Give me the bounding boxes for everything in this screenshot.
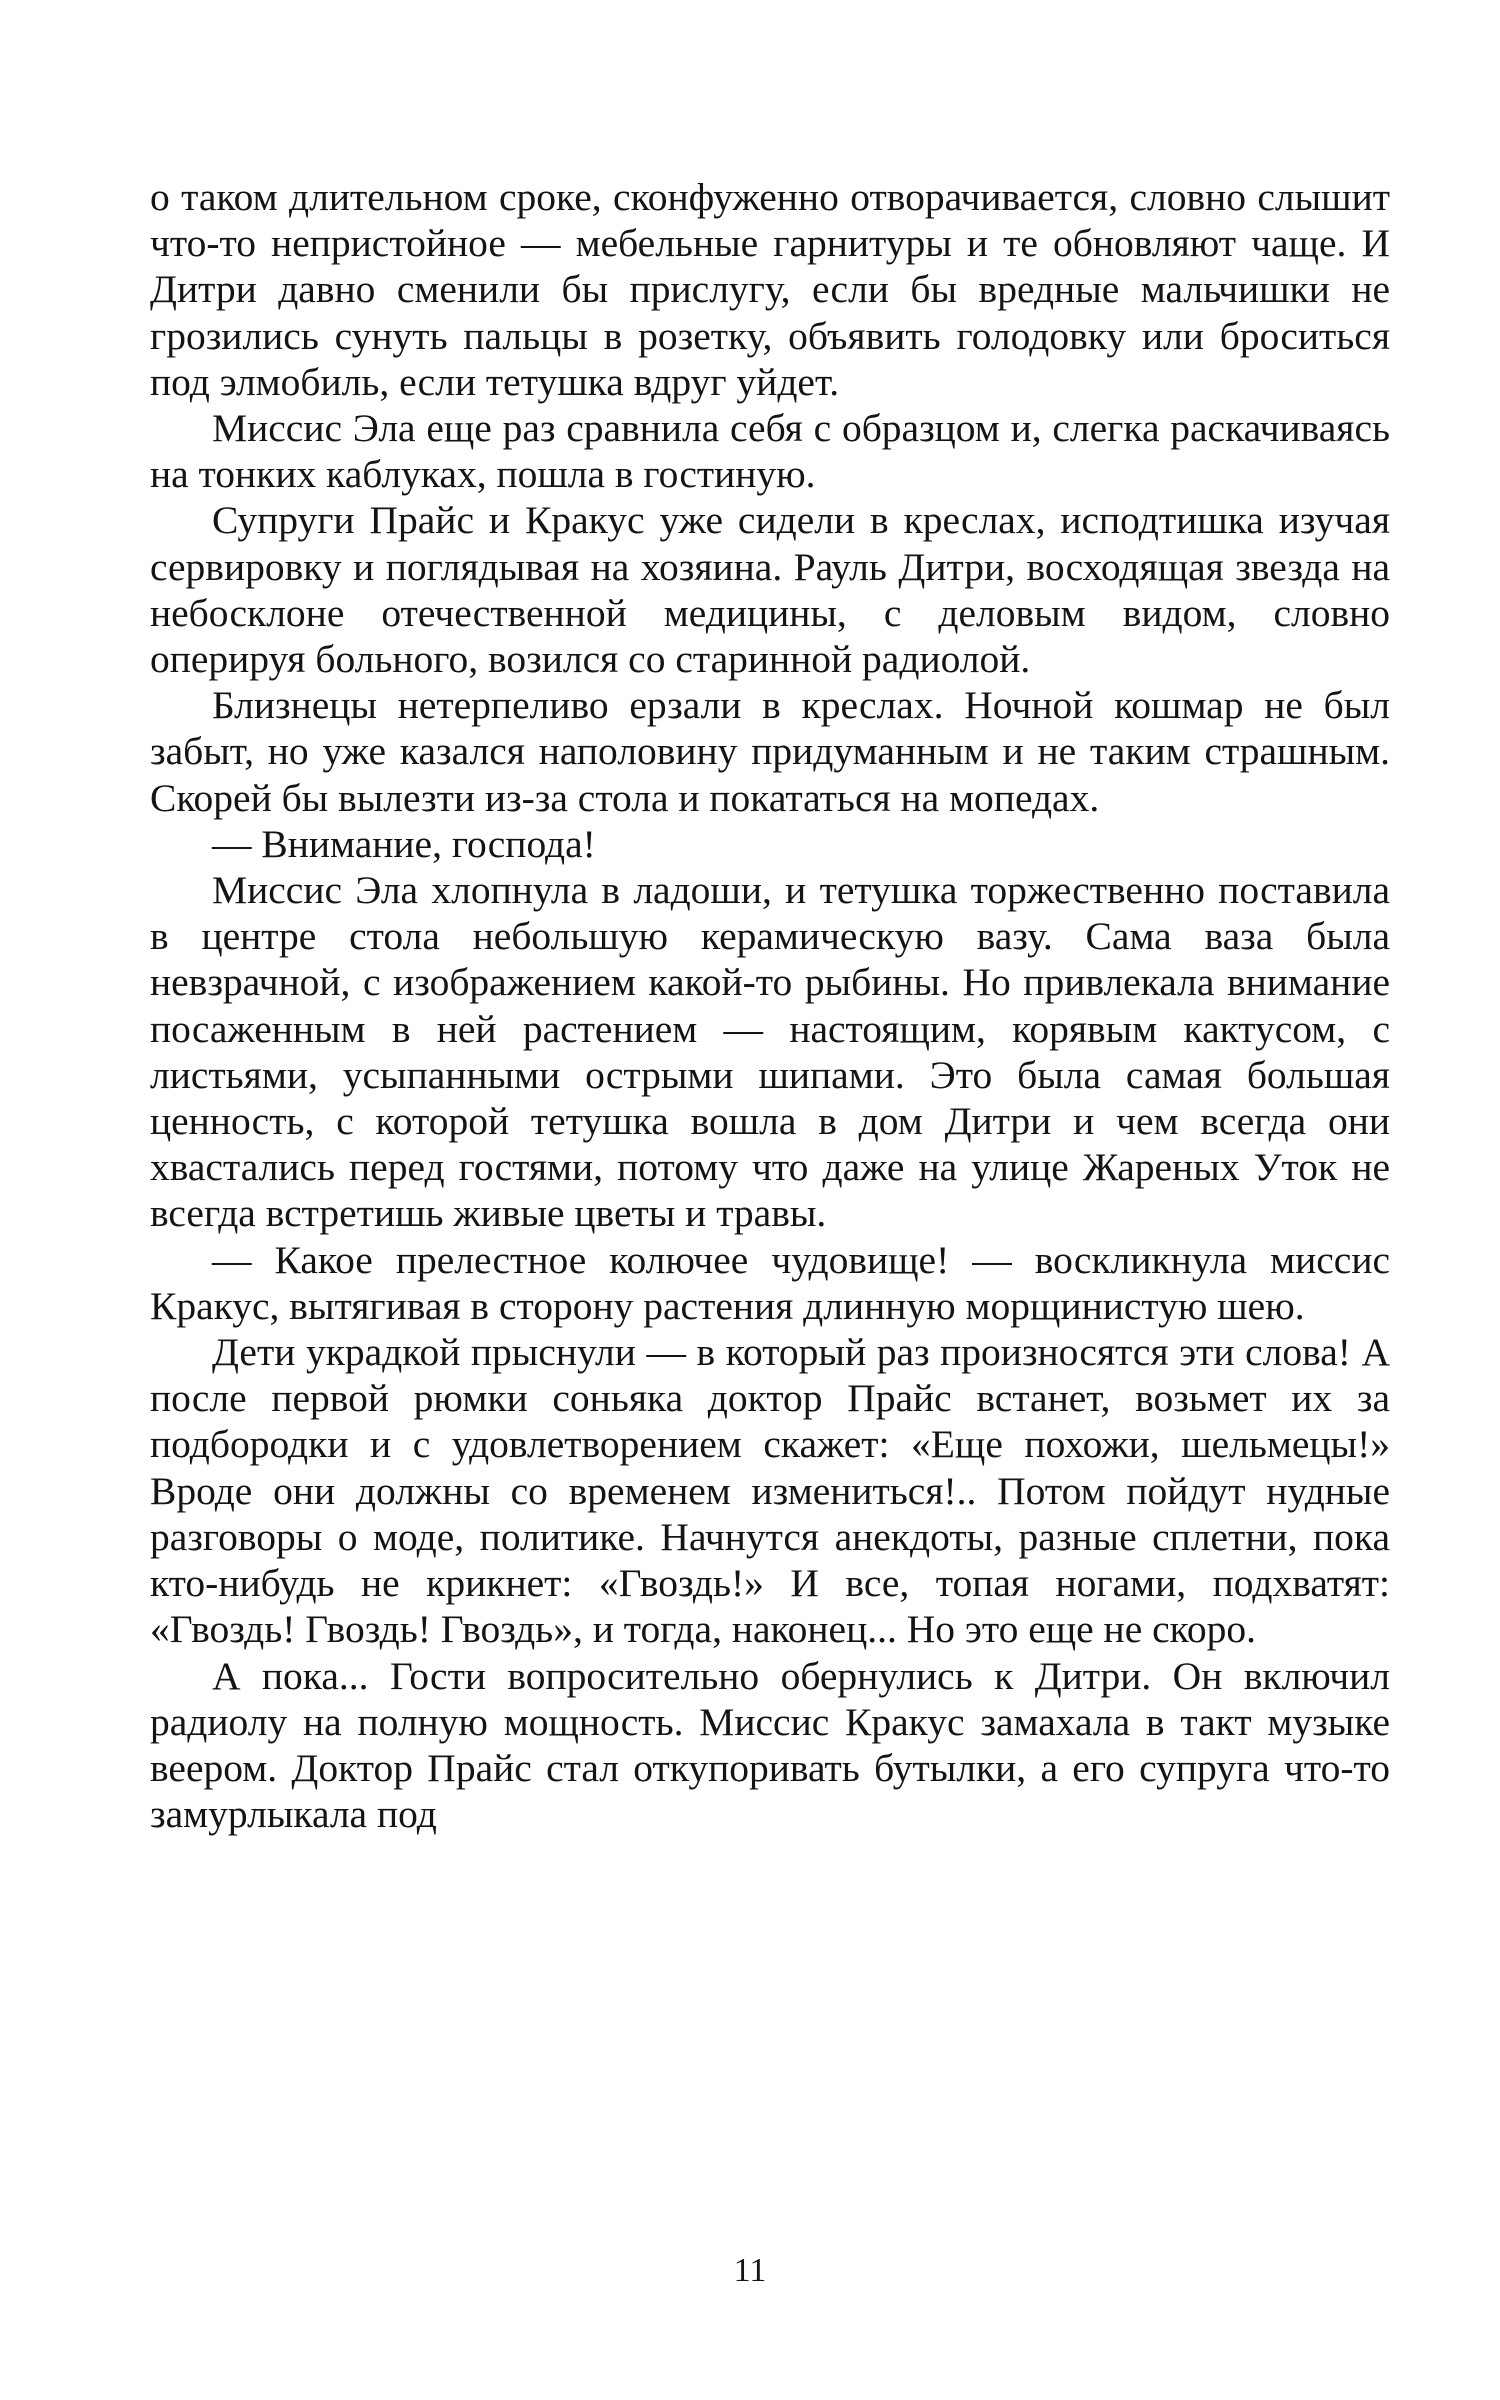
paragraph: А пока... Гости вопросительно обернулись к Дитри. Он включил радиолу на полную мощность. Миссис Кракус замахала в такт музыке веером. Доктор Прайс стал откупоривать бутылки, а его супруга что-то замурлыкала под <box>150 1653 1390 1837</box>
paragraph: Миссис Эла еще раз сравнила себя с образцом и, слегка раскачиваясь на тонких каблуках, пошла в гостиную. <box>150 406 1390 497</box>
paragraph: Близнецы нетерпеливо ерзали в креслах. Ночной кошмар не был забыт, но уже казался наполовину придуманным и не таким страшным. Скорей бы вылезти из-за стола и покататься на мопедах. <box>150 683 1390 820</box>
dialogue-line: — Какое прелестное колючее чудовище! — воскликнула миссис Кракус, вытягивая в сторону растения длинную морщинистую шею. <box>150 1237 1390 1328</box>
dialogue-line: — Внимание, господа! <box>212 821 596 866</box>
paragraph: о таком длительном сроке, сконфуженно отворачивается, словно слышит что-то непристойное — мебельные гарнитуры и те обновляют чаще. И Дитри давно сменили бы прислугу, если бы вредные мальчишки не грозились сунуть пальцы в розетку, объявить голодовку или броситься под элмобиль, если тетушка вдруг уйдет. <box>150 175 1390 404</box>
page-number: 11 <box>733 2252 767 2289</box>
paragraph: Дети украдкой прыснули — в который раз произносятся эти слова! А после первой рюмки соньяка доктор Прайс встанет, возьмет их за подбородки и с удовлетворением скажет: «Еще похожи, шельмецы!» Вроде они должны со временем измениться!.. Потом пойдут нудные разговоры о моде, политике. Начнутся анекдоты, разные сплетни, пока кто-нибудь не крикнет: «Гвоздь!» И все, топая ногами, подхватят: «Гвоздь! Гвоздь! Гвоздь», и тогда, наконец... Но это еще не скоро. <box>150 1330 1390 1652</box>
paragraph: Супруги Прайс и Кракус уже сидели в креслах, исподтишка изучая сервировку и поглядывая на хозяина. Рауль Дитри, восходящая звезда на небосклоне отечественной медицины, с деловым видом, словно оперируя больного, возился со старинной радиолой. <box>150 498 1390 682</box>
body-text <box>150 174 1390 1837</box>
paragraph: Миссис Эла хлопнула в ладоши, и тетушка торжественно поставила в центре стола небольшую керамическую вазу. Сама ваза была невзрачной, с изображением какой-то рыбины. Но привлекала внимание посаженным в ней растением — настоящим, корявым кактусом, с листьями, усыпанными острыми шипами. Это была самая большая ценность, с которой тетушка вошла в дом Дитри и чем всегда они хвастались перед гостями, потому что даже на улице Жареных Уток не всегда встретишь живые цветы и травы. <box>150 868 1390 1236</box>
